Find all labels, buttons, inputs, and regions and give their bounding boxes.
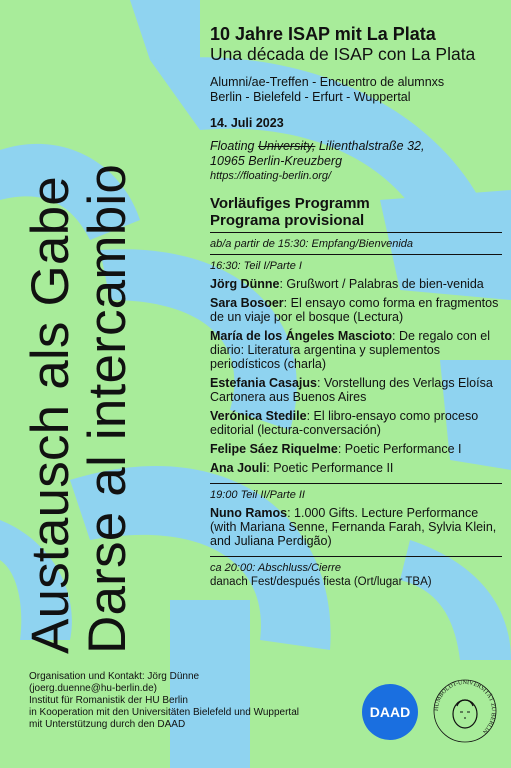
program-start: ab/a partir de 15:30: Empfang/Bienvenida bbox=[210, 238, 414, 250]
speaker-name: María de los Ángeles Mascioto bbox=[210, 329, 392, 343]
venue-line1: Floating University, Lilienthalstraße 32, bbox=[210, 139, 425, 153]
program-item bbox=[210, 376, 502, 404]
speaker-name: Felipe Sáez Riquelme bbox=[210, 442, 338, 456]
subtitle-line2: Berlin - Bielefeld - Erfurt - Wuppertal bbox=[210, 90, 411, 104]
part1-label: 16:30: Teil I/Parte I bbox=[210, 260, 302, 272]
venue-line2: 10965 Berlin-Kreuzberg bbox=[210, 154, 343, 168]
speaker-name: Estefania Casajus bbox=[210, 376, 317, 390]
vertical-title bbox=[22, 14, 142, 654]
item-text: : Vorstellung des Verlags Eloísa Cartonera aus Buenos Aires bbox=[210, 376, 493, 404]
item-text: : Poetic Performance I bbox=[337, 442, 462, 456]
item-text: : Grußwort / Palabras de bien-venida bbox=[279, 277, 484, 291]
footer-line2: (joerg.duenne@hu-berlin.de) bbox=[29, 683, 158, 694]
event-date: 14. Juli 2023 bbox=[210, 116, 284, 130]
end-text: danach Fest/después fiesta (Ort/lugar TBA) bbox=[210, 576, 432, 588]
daad-logo: DAAD bbox=[362, 684, 418, 740]
program-item bbox=[210, 296, 502, 324]
title-de: 10 Jahre ISAP mit La Plata bbox=[210, 24, 436, 44]
venue-url[interactable]: https://floating-berlin.org/ bbox=[210, 170, 332, 182]
speaker-name: Nuno Ramos bbox=[210, 506, 288, 520]
title-es: Una década de ISAP con La Plata bbox=[210, 44, 476, 64]
item-text: : De regalo con el diario: Literatura argentina y suplementos periodísticos (charla) bbox=[210, 329, 490, 371]
program-item bbox=[210, 442, 502, 456]
footer bbox=[29, 671, 359, 731]
speaker-name: Verónica Stedile bbox=[210, 409, 307, 423]
part2-label: 19:00 Teil II/Parte II bbox=[210, 489, 305, 501]
program-item bbox=[210, 461, 502, 475]
program-item bbox=[210, 329, 502, 371]
speaker-name: Sara Bosoer bbox=[210, 296, 284, 310]
program-item bbox=[210, 277, 502, 291]
footer-line4: in Kooperation mit den Universitäten Bielefeld und Wuppertal bbox=[29, 707, 299, 718]
end-label: ca 20:00: Abschluss/Cierre bbox=[210, 562, 342, 574]
svg-text:HUMBOLDT-UNIVERSITÄT ZU BERLIN: HUMBOLDT-UNIVERSITÄT ZU BERLIN bbox=[433, 679, 497, 735]
program-item bbox=[210, 506, 502, 548]
content-column bbox=[210, 24, 502, 590]
humboldt-university-seal-icon bbox=[430, 676, 500, 746]
part1-list bbox=[210, 277, 502, 475]
item-text: : El libro-ensayo como proceso editorial (lectura-conversación) bbox=[210, 409, 479, 437]
subtitle-line1: Alumni/ae-Treffen - Encuentro de alumnxs bbox=[210, 75, 445, 89]
program-heading-de: Vorläufiges Programm bbox=[210, 195, 370, 212]
footer-line5: mit Unterstützung durch den DAAD bbox=[29, 719, 186, 730]
vertical-title-de: Austausch als Gabe bbox=[21, 176, 80, 654]
footer-line1: Organisation und Kontakt: Jörg Dünne bbox=[29, 671, 200, 682]
item-text: : El ensayo como forma en fragmentos de un viaje por el bosque (Lectura) bbox=[210, 296, 499, 324]
item-text: : Poetic Performance II bbox=[266, 461, 394, 475]
program-heading-es: Programa provisional bbox=[210, 212, 365, 229]
program-item bbox=[210, 409, 502, 437]
speaker-name: Jörg Dünne bbox=[210, 277, 280, 291]
footer-line3: Institut für Romanistik der HU Berlin bbox=[29, 695, 188, 706]
speaker-name: Ana Jouli bbox=[210, 461, 267, 475]
item-text: : 1.000 Gifts. Lecture Performance (with Mariana Senne, Fernanda Farah, Sylvia Klein, and Juliana Perdigão) bbox=[210, 506, 497, 548]
part2-list bbox=[210, 506, 502, 548]
vertical-title-es: Darse al intercambio bbox=[78, 163, 137, 654]
